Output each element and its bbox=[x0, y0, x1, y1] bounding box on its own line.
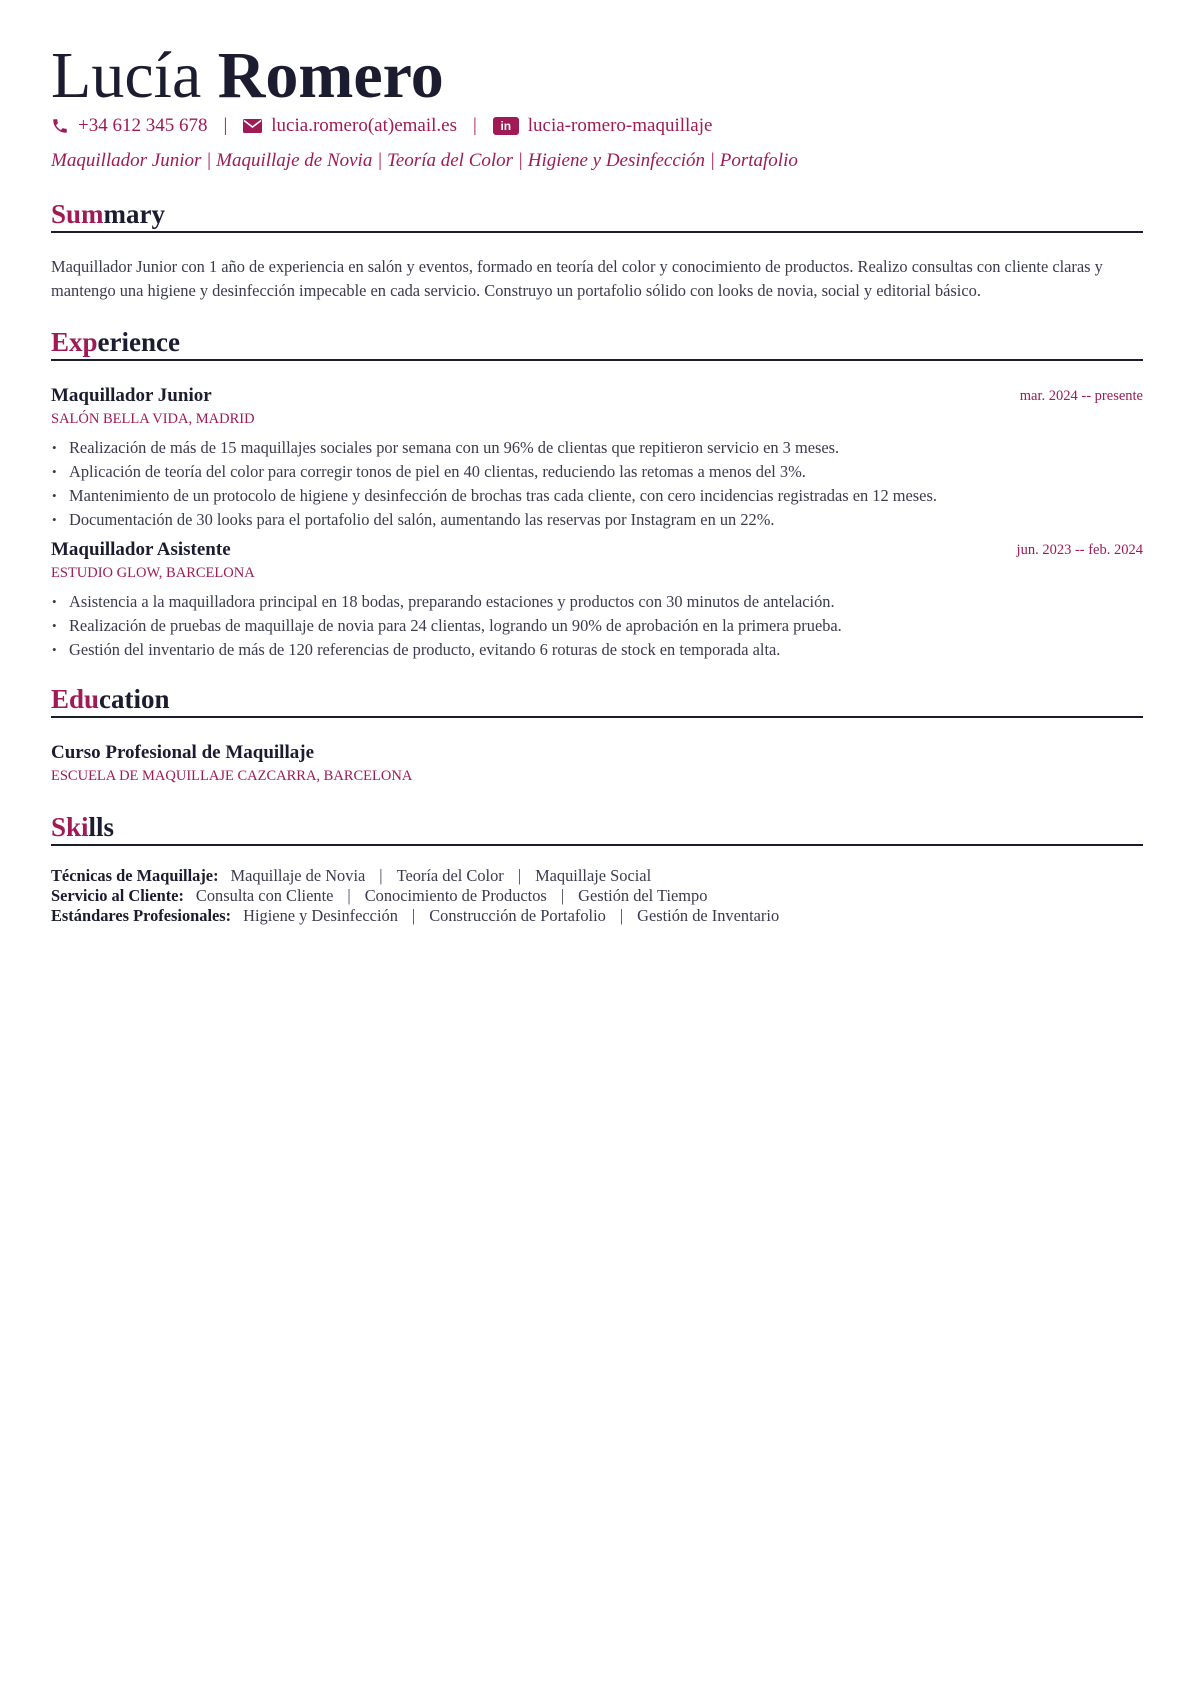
skill-row bbox=[51, 866, 779, 886]
job-date: mar. 2024 -- presente bbox=[1019, 388, 1143, 404]
skill-separator: | bbox=[517, 866, 522, 885]
headline-tagline: Maquillador Junior | Maquillaje de Novia | Teoría del Color | Higiene y Desinfección | Portafolio bbox=[51, 150, 798, 171]
section-title-rest: cation bbox=[99, 684, 170, 714]
contact-line bbox=[51, 113, 712, 139]
job-organization: SALÓN BELLA VIDA, MADRID bbox=[51, 411, 255, 427]
skill-item: Gestión del Tiempo bbox=[578, 886, 708, 905]
bullet-item: • Realización de pruebas de maquillaje de novia para 24 clientas, logrando un 90% de aprobación en la primera prueba. bbox=[51, 614, 842, 638]
first-name: Lucía bbox=[51, 39, 202, 112]
linkedin-handle: lucia-romero-maquillaje bbox=[527, 115, 713, 136]
section-title-education bbox=[51, 683, 1143, 718]
bullet-item: • Aplicación de teoría del color para corregir tonos de piel en 40 clientas, reduciendo las retomas a menos del 3%. bbox=[51, 460, 937, 484]
bullet-item: • Realización de más de 15 maquillajes sociales por semana con un 96% de clientas que repitieron servicio en 3 meses. bbox=[51, 436, 937, 460]
skill-row bbox=[51, 886, 779, 906]
contact-separator: | bbox=[223, 115, 228, 136]
skills-list bbox=[51, 866, 779, 926]
skill-item: Maquillaje Social bbox=[535, 866, 652, 885]
section-title-rest: lls bbox=[88, 812, 115, 842]
section-title-accent: Exp bbox=[51, 327, 98, 357]
skill-item: Higiene y Desinfección bbox=[243, 906, 398, 925]
education-organization: ESCUELA DE MAQUILLAJE CAZCARRA, BARCELONA bbox=[51, 768, 413, 784]
bullet-item: • Mantenimiento de un protocolo de higiene y desinfección de brochas tras cada cliente, con cero incidencias registradas en 12 meses. bbox=[51, 484, 937, 508]
skill-item: Gestión de Inventario bbox=[637, 906, 780, 925]
skill-item: Conocimiento de Productos bbox=[364, 886, 547, 905]
skill-category: Servicio al Cliente: bbox=[51, 886, 184, 905]
job-date: jun. 2023 -- feb. 2024 bbox=[1016, 542, 1143, 558]
job-bullets bbox=[51, 590, 842, 662]
contact-linkedin[interactable] bbox=[493, 115, 713, 137]
section-title-accent: Edu bbox=[51, 684, 100, 714]
bullet-item: • Asistencia a la maquilladora principal en 18 bodas, preparando estaciones y productos con 30 minutos de antelación. bbox=[51, 590, 842, 614]
skill-separator: | bbox=[619, 906, 624, 925]
phone-icon bbox=[51, 117, 69, 135]
section-title-rest: mary bbox=[103, 199, 166, 229]
skill-row bbox=[51, 906, 779, 926]
bullet-item: • Documentación de 30 looks para el portafolio del salón, aumentando las reservas por Instagram en un 22%. bbox=[51, 508, 937, 532]
skill-separator: | bbox=[411, 906, 416, 925]
envelope-icon bbox=[243, 119, 262, 133]
job-title: Maquillador Asistente bbox=[51, 539, 231, 560]
section-title-summary bbox=[51, 198, 1143, 233]
skill-separator: | bbox=[560, 886, 565, 905]
skill-category: Estándares Profesionales: bbox=[51, 906, 232, 925]
summary-text: Maquillador Junior con 1 año de experiencia en salón y eventos, formado en teoría del color y conocimiento de productos. Realizo consultas con cliente claras y mantengo una higiene y desinfección impecable en cada servicio. Construyo un portafolio sólido con looks de novia, social y editorial básico. bbox=[51, 257, 1103, 300]
job-organization: ESTUDIO GLOW, BARCELONA bbox=[51, 565, 255, 581]
bullet-item: • Gestión del inventario de más de 120 referencias de producto, evitando 6 roturas de stock en temporada alta. bbox=[51, 638, 842, 662]
skill-item: Teoría del Color bbox=[396, 866, 504, 885]
section-title-skills bbox=[51, 811, 1143, 846]
skill-separator: | bbox=[379, 866, 383, 885]
section-title-accent: Ski bbox=[51, 812, 89, 842]
skill-separator: | bbox=[347, 886, 351, 905]
phone-number: +34 612 345 678 bbox=[78, 115, 208, 136]
linkedin-icon: in bbox=[493, 117, 519, 135]
job-bullets bbox=[51, 436, 937, 532]
last-name: Romero bbox=[217, 39, 444, 112]
candidate-name bbox=[51, 38, 444, 114]
contact-phone[interactable] bbox=[51, 115, 207, 137]
skill-category: Técnicas de Maquillaje: bbox=[51, 866, 219, 885]
contact-separator: | bbox=[472, 115, 477, 136]
section-title-rest: erience bbox=[97, 327, 180, 357]
contact-email[interactable] bbox=[243, 115, 457, 137]
skill-item: Consulta con Cliente bbox=[195, 886, 334, 905]
section-title-accent: Sum bbox=[51, 199, 104, 229]
section-title-experience bbox=[51, 326, 1143, 361]
skill-item: Construcción de Portafolio bbox=[429, 906, 606, 925]
email-address: lucia.romero(at)email.es bbox=[271, 115, 457, 136]
job-title: Maquillador Junior bbox=[51, 385, 212, 406]
skill-item: Maquillaje de Novia bbox=[230, 866, 366, 885]
education-title: Curso Profesional de Maquillaje bbox=[51, 742, 315, 763]
